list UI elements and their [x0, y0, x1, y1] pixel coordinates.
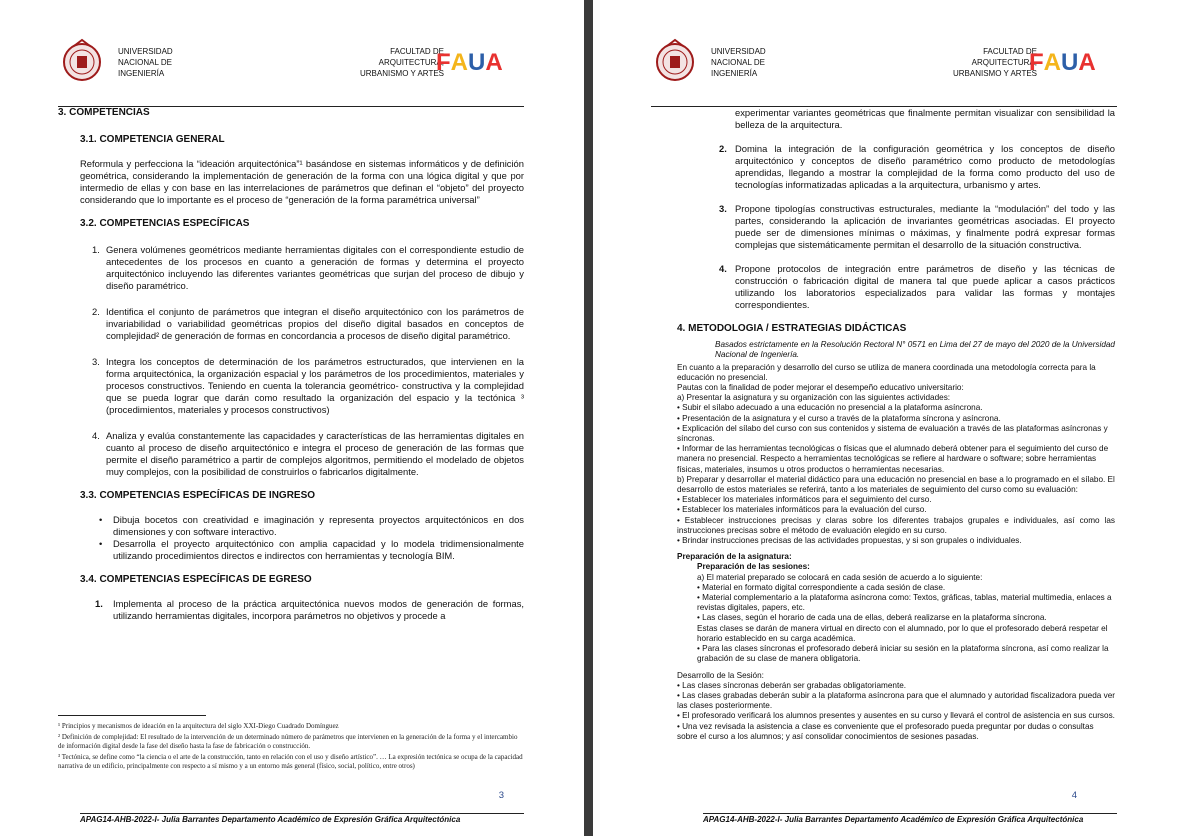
university-seal-icon: [655, 38, 695, 86]
sessions-list: [697, 573, 1115, 665]
page-number: 3: [498, 790, 504, 801]
specific-competence-item: 3. Integra los conceptos de determinación de los parámetros estructurados, que intervienen en la forma arquitectónica, la organización espacial y los parámetros de los procedimientos, materiales y procesos constructivos. Teniendo en cuenta la tolerancia geométrico- constructiva y la complejidad que se pueda lograr que darán como resultado la organización del espacio y la tectónica ³ (procedimientos, materiales y procesos constructivos): [92, 356, 524, 415]
development-line: • Una vez revisada la asistencia a clase es conveniente que el profesorado pueda preguntar por dudas o consultas sobre el curso a los alumnos; y así consolidar conocimientos de sesiones pasadas.: [677, 721, 1094, 741]
footnotes: [58, 722, 524, 773]
page-header: [58, 38, 524, 107]
egreso-item: 1. Implementa al proceso de la práctica arquitectónica nuevos modos de generación de formas, utilizando herramientas digitales, incorpora parámetros no objetivos y procede a: [95, 598, 524, 621]
section-4-title: 4. METODOLOGIA / ESTRATEGIAS DIDÁCTICAS: [677, 323, 907, 334]
development-line: • Las clases grabadas deberán subir a la plataforma asíncrona para que el alumnado y autoridad fiscalizadora pueda ver las clases posteriormente.: [677, 690, 1115, 711]
egreso-item: 3. Propone tipologías constructivas estructurales, mediante la “modulación” del todo y las partes, considerando la aplicación de invariantes geométricas asociadas. El proyecto puede ser de dimensiones mínimas o máximas, y finalmente podrá expresar formas complejas que sistemáticamente permitan el desarrollo de la situación constructiva.: [719, 203, 1115, 250]
egreso-continuation: experimentar variantes geométricas que finalmente permitan visualizar con sensibilidad la belleza de la arquitectura.: [735, 107, 1115, 130]
ingreso-bullet: • Dibuja bocetos con creatividad e imaginación y representa proyectos arquitectónicos en dos dimensiones y con software interactivo.: [99, 514, 524, 537]
methodology-line: • Brindar instrucciones precisas de las actividades propuestas, y si son grupales o individuales.: [677, 536, 1022, 546]
faua-logo: FAUA: [436, 49, 503, 76]
page-footer: APAG14-AHB-2022-I- Julia Barrantes Departamento Académico de Expresión Gráfica Arquitectónica: [703, 813, 1117, 824]
egreso-item: 2. Domina la integración de la configuración geométrica y los conceptos de diseño arquitectónico y conceptos de diseño paramétrico como producto de metodologías aprendidas, llegando a mostrar la complejidad de la forma como producto del uso de tecnologías informatizadas aplicadas a la arquitectura, urbanismo y artes.: [719, 143, 1115, 190]
university-name: UNIVERSIDAD NACIONAL DE INGENIERÍA: [118, 47, 173, 78]
methodology-line: En cuanto a la preparación y desarrollo del curso se utiliza de manera coordinada una metodología correcta para la educación no presencial.: [677, 362, 1096, 382]
page-3: [0, 0, 584, 836]
university-seal-icon: [62, 38, 102, 86]
section-3-4-title: 3.4. COMPETENCIAS ESPECÍFICAS DE EGRESO: [80, 574, 312, 585]
specific-competence-item: 1. Genera volúmenes geométricos mediante herramientas digitales con el correspondiente estudio de antecedentes de los procesos en cuanto a generación de formas y determina el proyecto arquitectónico incluyendo las diferentes variantes geométricas que surjan del proceso de dibujo y diseño paramétrico.: [92, 244, 524, 291]
page-footer: APAG14-AHB-2022-I- Julia Barrantes Departamento Académico de Expresión Gráfica Arquitectónica: [80, 813, 524, 824]
specific-competence-item: 4. Analiza y evalúa constantemente las capacidades y características de las herramientas digitales en cuanto al proceso de diseño arquitectónico e integra el proceso de generación de las formas que permite el diseño paramétrico a partir de complejos algoritmos, permitiendo el modelado de objetos muy complejos, con la posibilidad de construirlos o fabricarlos digitalmente.: [92, 430, 524, 477]
resolution-note: Basados estrictamente en la Resolución Rectoral N° 0571 en Lima del 27 de mayo del 2020 de la Universidad Nacional de Ingeniería.: [715, 340, 1115, 360]
general-competence-text: Reformula y perfecciona la “ideación arquitectónica”¹ basándose en sistemas informáticos y de definición geométrica, considerando la implementación de generación de la forma con una lógica digital y que por intermedio de ellas y con base en las interrelaciones de parámetros que definan el “objeto” del proyecto considerando que lo importante es el proceso de “generación de la forma paramétrica universal”: [80, 158, 524, 205]
methodology-line: • Subir el sílabo adecuado a una educación no presencial a la plataforma asíncrona.: [677, 403, 983, 413]
section-3-title: 3. COMPETENCIAS: [58, 107, 150, 118]
page-4: [593, 0, 1177, 836]
footnote: ² Definición de complejidad: El resultado de la intervención de un determinado número de parámetros que intervienen en la generación de la forma y el intercambio de información digital desde la fase del diseño hasta la fase de fabricación o construcción.: [58, 733, 518, 750]
methodology-line: • Establecer los materiales informáticos para la evaluación del curso.: [677, 505, 927, 515]
methodology-line: Pautas con la finalidad de poder mejorar el desempeño educativo universitario:: [677, 383, 964, 393]
session-line: • Para las clases síncronas el profesorado deberá iniciar su sesión en la plataforma síncrona, así como realizar la grabación de su clase de manera obligatoria.: [697, 644, 1109, 664]
footnote-rule: [58, 715, 206, 716]
methodology-line: • Informar de las herramientas tecnológicas o físicas que el alumnado deberá obtener para el seguimiento del curso de manera no presencial. Respecto a herramientas tecnológicas se refiere al hardware o software; sobre herramientas físicas, materiales, insumos u otros productos o herramientas necesarias.: [677, 444, 1109, 474]
footnote: ¹ Principios y mecanismos de ideación en la arquitectura del siglo XXI-Diego Cuadrado Domínguez: [58, 722, 339, 730]
section-3-1-title: 3.1. COMPETENCIA GENERAL: [80, 134, 225, 145]
methodology-line: a) Presentar la asignatura y su organización con las siguientes actividades:: [677, 393, 951, 403]
session-line: • Las clases, según el horario de cada una de ellas, deberá realizarse en la plataforma síncrona.: [697, 613, 1047, 623]
section-3-3-title: 3.3. COMPETENCIAS ESPECÍFICAS DE INGRESO: [80, 490, 316, 501]
page-4-methodology: [677, 324, 1115, 742]
session-line: Estas clases se darán de manera virtual en directo con el alumnado, por lo que el profesorado deberá respetar el horario establecido en su carga académica.: [697, 623, 1108, 643]
page-3-body: [58, 107, 524, 622]
university-name: UNIVERSIDAD NACIONAL DE INGENIERÍA: [711, 47, 766, 78]
development-line: • El profesorado verificará los alumnos presentes y ausentes en su curso y llevará el control de asistencia en sus cursos.: [677, 711, 1115, 721]
specific-competence-item: 2. Identifica el conjunto de parámetros que integran el diseño arquitectónico con los parámetros de invariabilidad o variabilidad geométricas propios del diseño digital basados en conceptos de complejidad² de generación de formas en concordancia a procesos de diseño digital paramétrico.: [92, 306, 524, 341]
page-number: 4: [1071, 790, 1077, 801]
development-line: • Las clases síncronas deberán ser grabadas obligatoriamente.: [677, 680, 907, 690]
section-3-2-title: 3.2. COMPETENCIAS ESPECÍFICAS: [80, 218, 250, 229]
faua-logo: FAUA: [1029, 49, 1096, 76]
faculty-name: FACULTAD DE ARQUITECTURA, URBANISMO Y ARTES: [952, 47, 1037, 78]
methodology-line: • Establecer instrucciones precisas y claras sobre los diferentes trabajos grupales e individuales, así como las instrucciones precisas sobre el método de evaluación elegido en su curso.: [677, 515, 1115, 535]
page-header: [651, 38, 1117, 107]
session-line: a) El material preparado se colocará en cada sesión de acuerdo a lo siguiente:: [697, 572, 983, 582]
preparation-title: Preparación de la asignatura:: [677, 552, 792, 562]
methodology-line: • Establecer los materiales informáticos para el seguimiento del curso.: [677, 495, 932, 505]
methodology-line: • Explicación del sílabo del curso con sus contenidos y sistema de evaluación a través de las plataformas asíncronas y síncronas.: [677, 423, 1108, 444]
session-development-title: Desarrollo de la Sesión:: [677, 670, 764, 680]
methodology-line: b) Preparar y desarrollar el material didáctico para una educación no presencial en base a lo programado en el sílabo. El desarrollo de estos materiales se referirá, tanto a los materiales de seguimiento del curso como su evaluación:: [677, 474, 1115, 495]
page-4-egreso-list: [719, 107, 1115, 311]
methodology-line: • Presentación de la asignatura y el curso a través de la plataforma síncrona y asíncrona.: [677, 413, 1001, 423]
ingreso-bullet: • Desarrolla el proyecto arquitectónico con amplia capacidad y lo modela tridimensionalmente utilizando procedimientos directos e indirectos con herramientas y tecnología BIM.: [99, 538, 524, 561]
session-line: • Material en formato digital correspondiente a cada sesión de clase.: [697, 582, 946, 592]
sessions-title: Preparación de las sesiones:: [697, 562, 810, 572]
footnote: ³ Tectónica, se define como “la ciencia o el arte de la construcción, tanto en relación con el uso y diseño artístico”. … La expresión tectónica se ocupa de la capacidad narrativa de un edificio, principalmente con respecto a sí mismo y a un entorno más general (físico, social, político, entre otros): [58, 753, 523, 770]
faculty-name: FACULTAD DE ARQUITECTURA, URBANISMO Y ARTES: [359, 47, 444, 78]
egreso-item: 4. Propone protocolos de integración entre parámetros de diseño y las técnicas de construcción o fabricación digital de manera tal que puede aplicar a casos prácticos utilizando los laboratorios especializados para validar las formas y montajes correspondientes.: [719, 263, 1115, 310]
session-line: • Material complementario a la plataforma asíncrona como: Textos, gráficas, tablas, material multimedia, enlaces a revistas digitales, papers, etc.: [697, 593, 1112, 613]
